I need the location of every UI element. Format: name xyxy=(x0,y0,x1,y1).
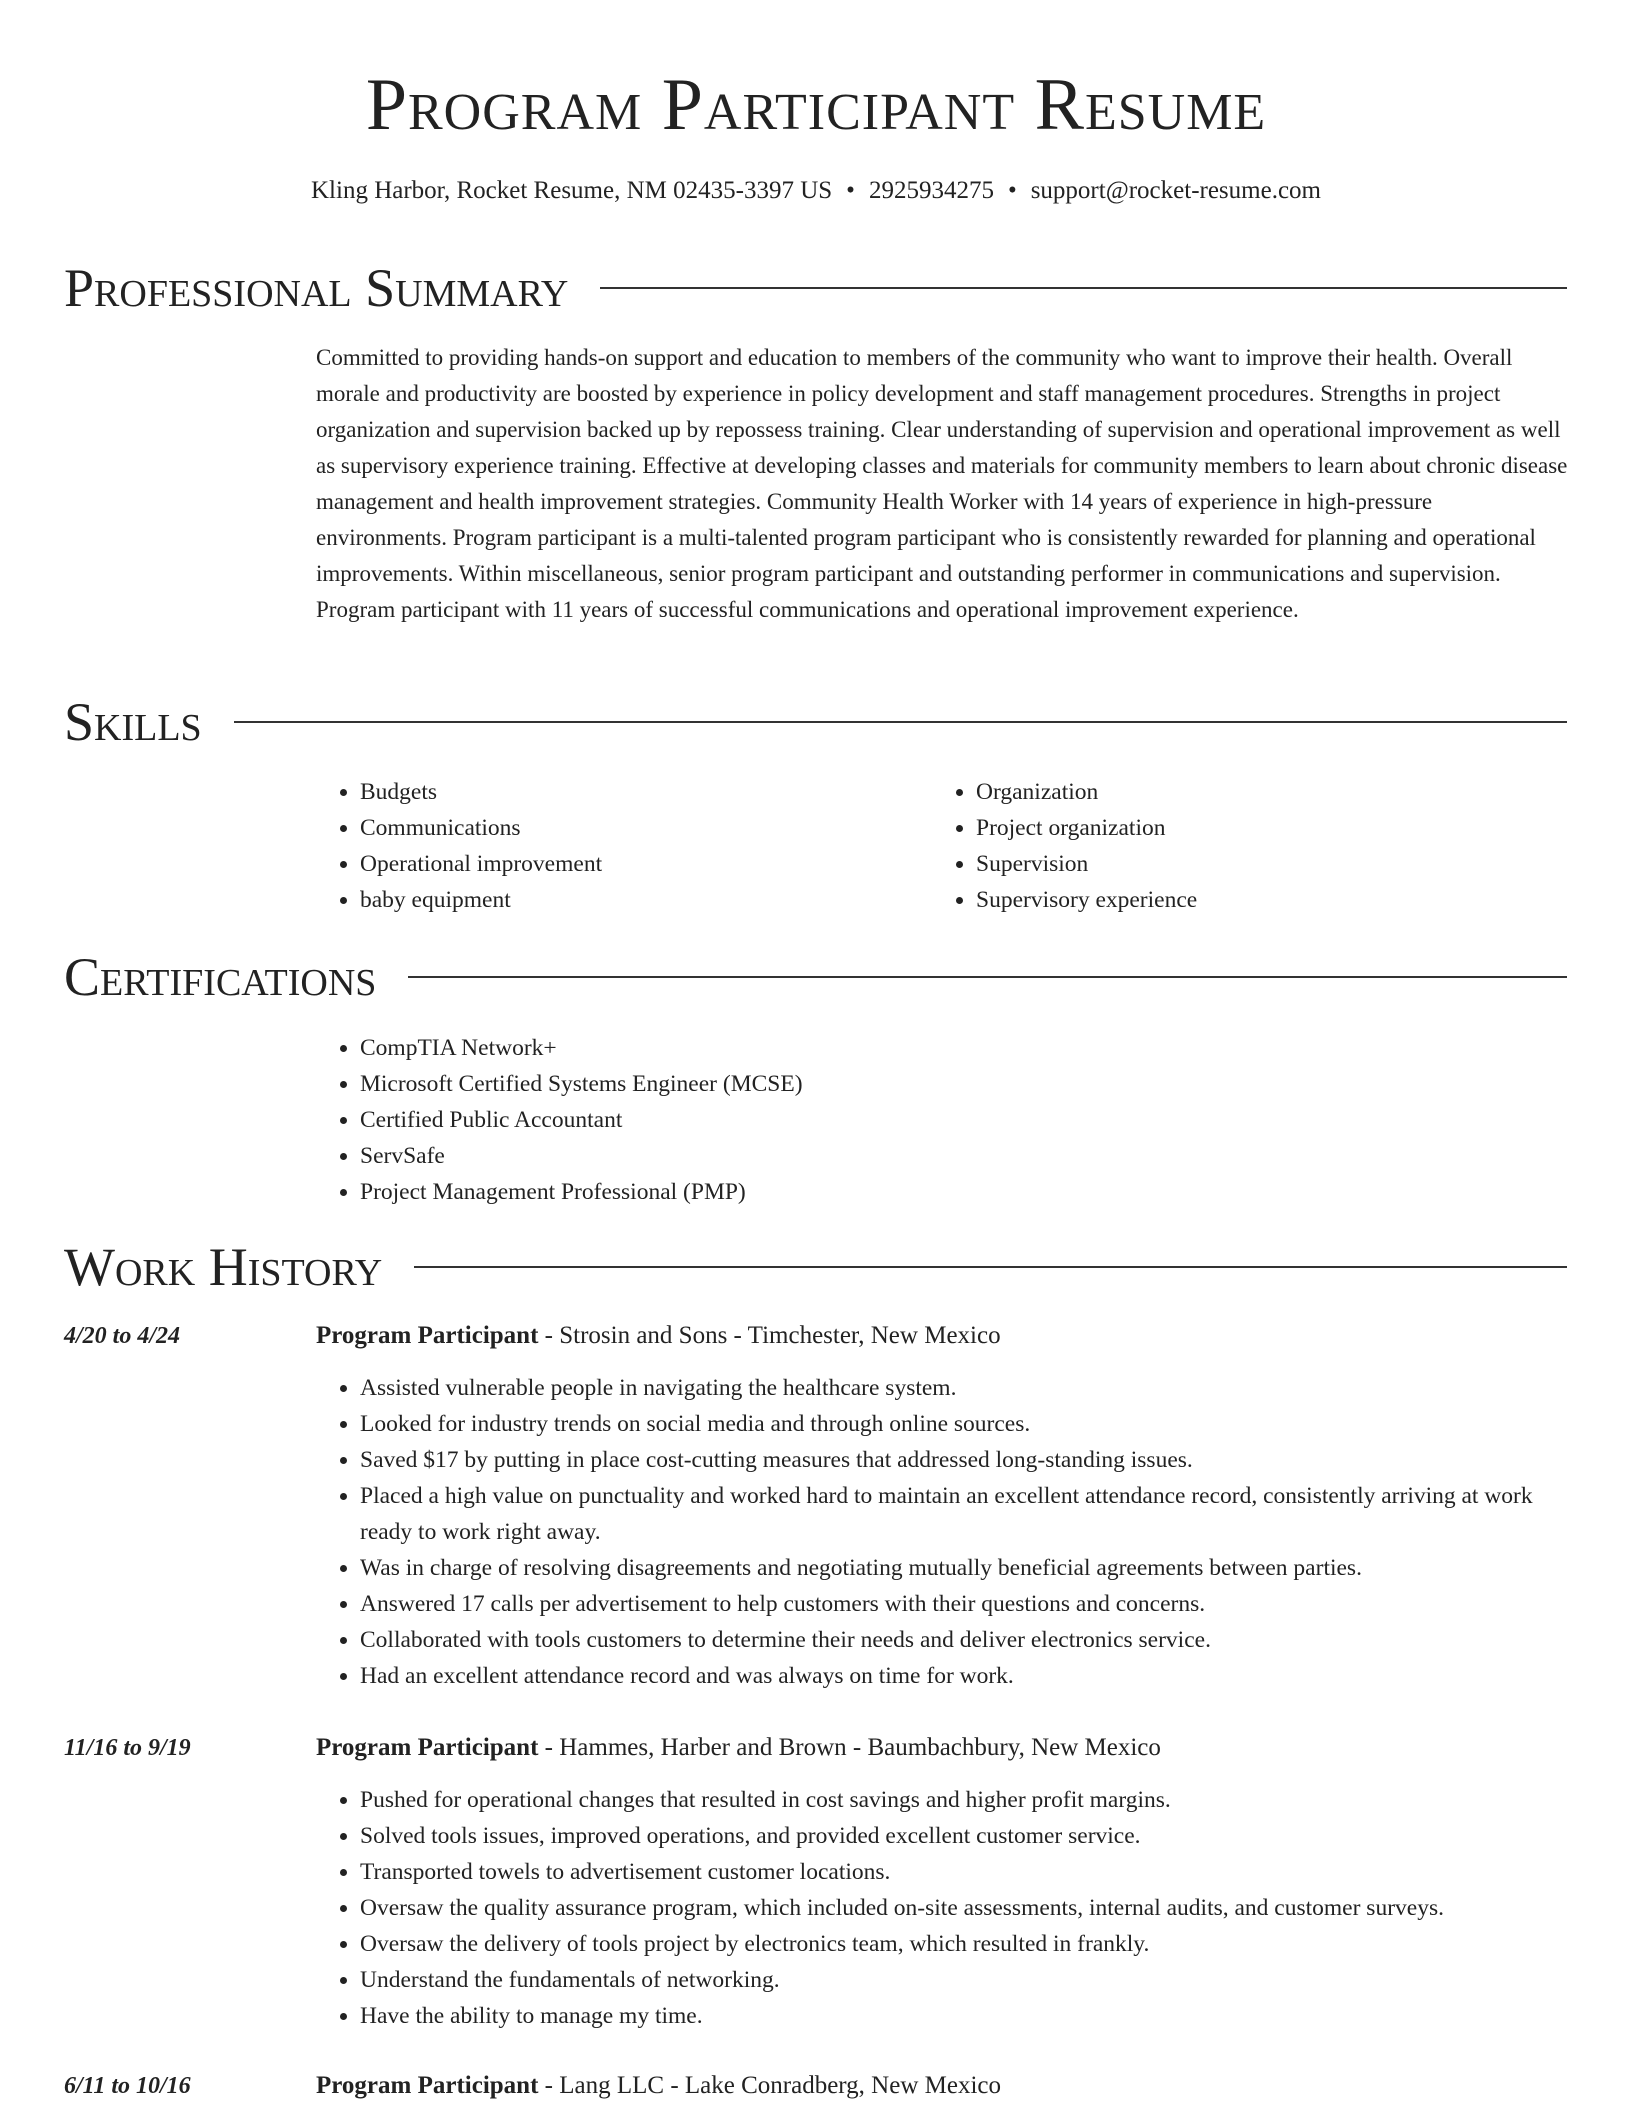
section-header-certifications xyxy=(64,945,1567,1009)
job-title: Program Participant xyxy=(316,1734,539,1761)
section-heading: Professional Summary xyxy=(64,258,569,318)
job-company-location: - Strosin and Sons - Timchester, New Mexico xyxy=(538,1322,1001,1349)
list-item: • Answered 17 calls per advertisement to help customers with their questions and concerns. xyxy=(360,1586,1568,1622)
job-title: Program Participant xyxy=(316,1322,539,1349)
section-heading: Certifications xyxy=(64,947,377,1007)
list-item: • baby equipment xyxy=(360,882,926,918)
list-item: • Project organization xyxy=(976,810,1568,846)
list-item: • Understand the fundamentals of networking. xyxy=(360,1962,1568,1998)
skills-list xyxy=(316,774,926,918)
job-title: Program Participant xyxy=(316,2072,539,2099)
job-tasks xyxy=(316,1370,1568,1694)
section-heading: Work History xyxy=(64,1237,383,1297)
list-item: • Placed a high value on punctuality and worked hard to maintain an excellent attendance record, consistently arriving at work ready to work right away. xyxy=(360,1478,1568,1550)
list-item: • Supervision xyxy=(976,846,1568,882)
job-company-location: - Hammes, Harber and Brown - Baumbachbury, New Mexico xyxy=(538,1734,1161,1761)
list-item: • Collaborated with tools customers to determine their needs and deliver electronics service. xyxy=(360,1622,1568,1658)
section-header-summary xyxy=(64,256,1567,320)
list-item: • Was in charge of resolving disagreements and negotiating mutually beneficial agreements between parties. xyxy=(360,1550,1568,1586)
list-item: • Supervisory experience xyxy=(976,882,1568,918)
list-item: • Oversaw the delivery of tools project by electronics team, which resulted in frankly. xyxy=(360,1926,1568,1962)
list-item: • CompTIA Network+ xyxy=(360,1030,803,1066)
job-task-list xyxy=(316,1782,1568,2034)
contact-separator: • xyxy=(846,177,855,204)
contact-separator: • xyxy=(1007,177,1017,204)
list-item: • Project Management Professional (PMP) xyxy=(360,1174,803,1210)
list-item: • Communications xyxy=(360,810,926,846)
section-header-skills xyxy=(64,690,1567,754)
section-divider xyxy=(234,721,1567,723)
skills-list xyxy=(932,774,1568,918)
list-item: • Certified Public Accountant xyxy=(360,1102,803,1138)
list-item: • Saved $17 by putting in place cost-cutting measures that addressed long-standing issues. xyxy=(360,1442,1568,1478)
job-company-location: - Lang LLC - Lake Conradberg, New Mexico xyxy=(538,2072,1001,2099)
job-title-line xyxy=(316,2068,1568,2104)
list-item: • Budgets xyxy=(360,774,926,810)
job-task-list xyxy=(316,1370,1568,1694)
list-item: • Assisted vulnerable people in navigating the healthcare system. xyxy=(360,1370,1568,1406)
list-item: • Oversaw the quality assurance program, which included on-site assessments, internal audits, and customer surveys. xyxy=(360,1890,1568,1926)
job-dates: 11/16 to 9/19 xyxy=(64,1735,191,1761)
list-item: • Microsoft Certified Systems Engineer (MCSE) xyxy=(360,1066,803,1102)
section-header-work-history xyxy=(64,1235,1567,1299)
list-item: • Had an excellent attendance record and was always on time for work. xyxy=(360,1658,1568,1694)
list-item: • Looked for industry trends on social media and through online sources. xyxy=(360,1406,1568,1442)
section-divider xyxy=(408,976,1567,978)
job-title-line xyxy=(316,1318,1568,1354)
job-title-line xyxy=(316,1730,1568,1766)
job-dates: 4/20 to 4/24 xyxy=(64,1323,181,1349)
list-item: • Transported towels to advertisement customer locations. xyxy=(360,1854,1568,1890)
certifications-column xyxy=(316,1030,803,1210)
job-dates: 6/11 to 10/16 xyxy=(64,2073,191,2099)
certifications-list xyxy=(316,1030,803,1210)
skills-column-left xyxy=(316,774,926,918)
list-item: • Operational improvement xyxy=(360,846,926,882)
section-divider xyxy=(414,1266,1567,1268)
job-tasks xyxy=(316,1782,1568,2034)
section-heading: Skills xyxy=(64,692,202,752)
list-item: • Organization xyxy=(976,774,1568,810)
resume-title: Program Participant Resume xyxy=(365,64,1267,146)
list-item: • ServSafe xyxy=(360,1138,803,1174)
contact-email: support@rocket-resume.com xyxy=(1030,177,1321,204)
section-divider xyxy=(600,287,1567,289)
contact-line xyxy=(0,174,1632,208)
skills-column-right xyxy=(932,774,1568,918)
list-item: • Pushed for operational changes that resulted in cost savings and higher profit margins. xyxy=(360,1782,1568,1818)
contact-address: Kling Harbor, Rocket Resume, NM 02435-3397 US xyxy=(311,177,833,204)
contact-phone: 2925934275 xyxy=(868,177,994,204)
summary-text: Committed to providing hands-on support and education to members of the community who want to improve their health. Overall morale and productivity are boosted by experience in policy development and staff management procedures. Strengths in project organization and supervision backed up by repossess training. Clear understanding of supervision and operational improvement as well as supervisory experience training. Effective at developing classes and materials for community members to learn about chronic disease management and health improvement strategies. Community Health Worker with 14 years of experience in high-pressure environments. Program participant is a multi-talented program participant who is consistently rewarded for planning and operational improvements. Within miscellaneous, senior program participant and outstanding performer in communications and supervision. Program participant with 11 years of successful communications and operational improvement experience. xyxy=(316,345,1568,622)
list-item: • Have the ability to manage my time. xyxy=(360,1998,1568,2034)
list-item: • Solved tools issues, improved operations, and provided excellent customer service. xyxy=(360,1818,1568,1854)
